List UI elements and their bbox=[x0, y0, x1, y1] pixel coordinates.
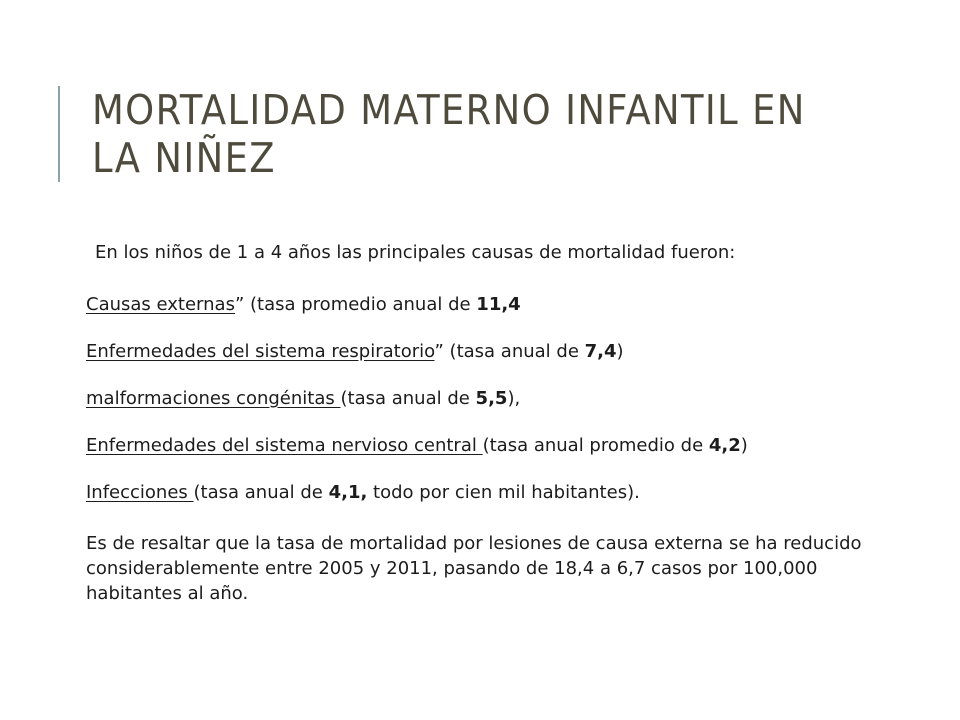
cause-item-respiratorio bbox=[86, 339, 624, 365]
cause-link[interactable]: Enfermedades del sistema nervioso central bbox=[86, 435, 483, 456]
cause-rate-prefix: ” (tasa anual de bbox=[434, 341, 585, 362]
intro-text: En los niños de 1 a 4 años las principales causas de mortalidad fueron: bbox=[95, 242, 736, 263]
cause-rate-value: 7,4 bbox=[584, 341, 617, 362]
cause-rate-suffix: todo por cien mil habitantes). bbox=[367, 482, 640, 503]
cause-rate-value: 11,4 bbox=[476, 294, 521, 315]
cause-rate-suffix: ), bbox=[507, 388, 521, 409]
cause-item-nervioso bbox=[86, 433, 748, 459]
cause-link[interactable]: Causas externas bbox=[86, 294, 235, 315]
cause-link[interactable]: Enfermedades del sistema respiratorio bbox=[86, 341, 435, 362]
cause-item-externas bbox=[86, 292, 521, 318]
cause-rate-prefix: (tasa anual promedio de bbox=[482, 435, 709, 456]
slide-title: MORTALIDAD MATERNO INFANTIL EN LA NIÑEZ bbox=[92, 86, 806, 182]
cause-item-malformaciones bbox=[86, 386, 520, 412]
title-accent-bar bbox=[58, 86, 60, 182]
cause-item-infecciones bbox=[86, 480, 640, 506]
cause-rate-prefix: ” (tasa promedio anual de bbox=[234, 294, 477, 315]
cause-link[interactable]: Infecciones bbox=[86, 482, 194, 503]
cause-rate-prefix: (tasa anual de bbox=[340, 388, 476, 409]
cause-rate-value: 5,5 bbox=[475, 388, 508, 409]
cause-link[interactable]: malformaciones congénitas bbox=[86, 388, 341, 409]
cause-rate-prefix: (tasa anual de bbox=[193, 482, 329, 503]
cause-rate-value: 4,2 bbox=[708, 435, 741, 456]
cause-rate-suffix: ) bbox=[616, 341, 624, 362]
slide-content bbox=[86, 240, 886, 604]
cause-rate-value: 4,1, bbox=[328, 482, 368, 503]
closing-note: Es de resaltar que la tasa de mortalidad por lesiones de causa externa se ha reducido considerablemente entre 2005 y 2011, pasando de 18,4 a 6,7 casos por 100,000 habitantes al año. bbox=[86, 533, 862, 604]
cause-rate-suffix: ) bbox=[740, 435, 748, 456]
